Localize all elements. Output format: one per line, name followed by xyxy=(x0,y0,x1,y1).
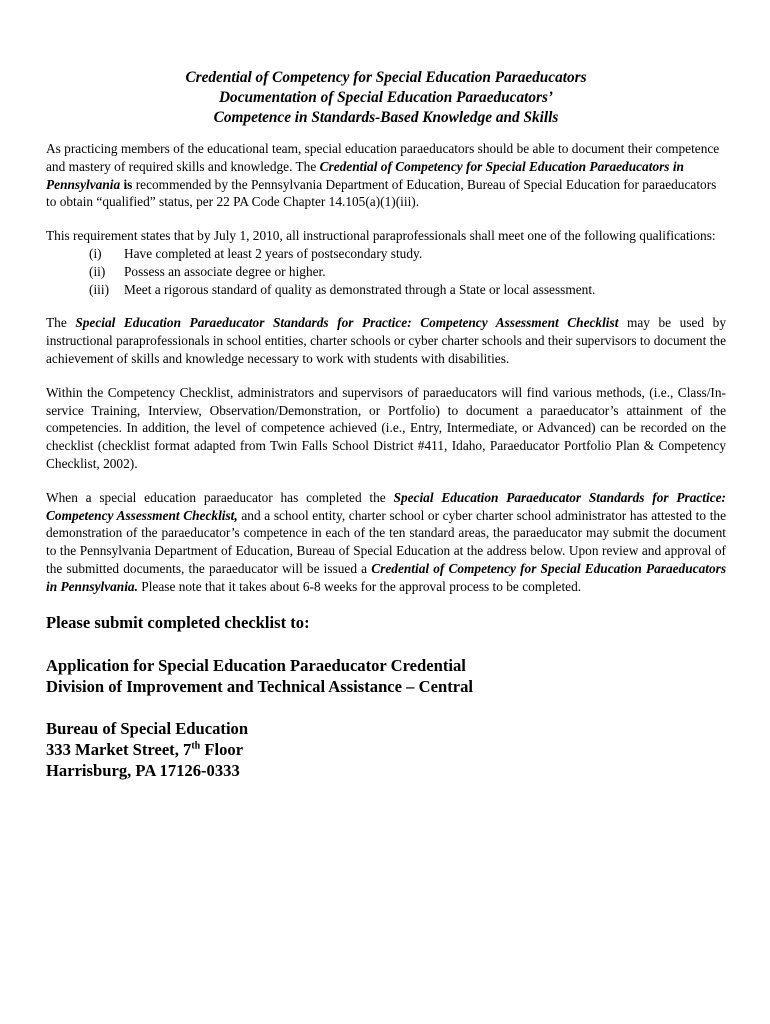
application-line: Application for Special Education Paraeducator Credential xyxy=(46,655,466,675)
application-address-block xyxy=(46,655,726,697)
title-line-2: Documentation of Special Education Paraeducators’ xyxy=(219,89,553,106)
checklist-name-emphasis: Special Education Paraeducator Standards for Practice: Competency Assessment Checklist xyxy=(75,315,619,331)
submit-heading: Please submit completed checklist to: xyxy=(46,612,310,632)
qualification-number: (i) xyxy=(89,245,102,261)
qualification-item xyxy=(89,281,726,299)
document-body xyxy=(46,68,726,781)
ordinal-suffix: th xyxy=(191,740,201,751)
street-text: 333 Market Street, 7 xyxy=(46,739,192,759)
checklist-text-end: may be used by instructional paraprofessionals in school entities, charter schools or cyber charter schools and their supervisors to document the achievement of skills and knowledge necessary to work with students with disabilities. xyxy=(46,315,727,366)
bureau-line: Bureau of Special Education xyxy=(46,718,249,738)
qualification-item xyxy=(89,245,726,263)
qualification-text: Meet a rigorous standard of quality as demonstrated through a State or local assessment. xyxy=(124,281,596,297)
credential-name-emphasis: Credential of Competency for Special Education Paraeducators in Pennsylvania xyxy=(46,158,684,192)
city-line: Harrisburg, PA 17126-0333 xyxy=(46,760,240,780)
qualification-list xyxy=(46,245,726,298)
submission-text-end: Please note that it takes about 6-8 weeks for the approval process to be completed. xyxy=(137,578,582,594)
division-line: Division of Improvement and Technical Assistance – Central xyxy=(46,676,474,696)
submission-paragraph xyxy=(46,489,726,596)
intro-is-bold: is xyxy=(120,176,133,192)
requirement-text: This requirement states that by July 1, 2010, all instructional paraprofessionals shall meet one of the following qualifications: xyxy=(46,228,716,244)
qualification-item xyxy=(89,263,726,281)
intro-text-end: recommended by the Pennsylvania Department of Education, Bureau of Special Education for paraeducators to obtain “qualified” status, per 22 PA Code Chapter 14.105(a)(1)(iii). xyxy=(46,176,717,210)
qualification-text: Possess an associate degree or higher. xyxy=(124,263,326,279)
document-title xyxy=(46,68,726,128)
submission-text-middle: and a school entity, charter school or cyber charter school administrator has attested to the demonstration of the paraeducator’s competence in each of the ten standard areas, the paraeducator may submit the document to the Pennsylvania Department of Education, Bureau of Special Education at the address below. Upon review and approval of the submitted documents, the paraeducator will be issued a xyxy=(46,507,726,576)
intro-paragraph xyxy=(46,140,726,211)
intro-text-start: As practicing members of the educational team, special education paraeducators should be able to document their competence and mastery of required skills and knowledge. The xyxy=(46,141,720,174)
requirement-paragraph xyxy=(46,227,726,298)
qualification-number: (iii) xyxy=(89,281,110,297)
checklist-name-emphasis-2: Special Education Paraeducator Standards for Practice: Competency Assessment Checklist, xyxy=(46,489,727,523)
title-line-3: Competence in Standards-Based Knowledge and Skills xyxy=(213,109,559,126)
title-line-1: Credential of Competency for Special Education Paraeducators xyxy=(185,69,587,86)
methods-paragraph: Within the Competency Checklist, administrators and supervisors of paraeducators will find various methods, (i.e., Class/In-service Training, Interview, Observation/Demonstration, or Portfolio) to document a paraeducator’s attainment of the competencies. In addition, the level of competence achieved (i.e., Entry, Intermediate, or Advanced) can be recorded on the checklist (checklist format adapted from Twin Falls School District #411, Idaho, Paraeducator Portfolio Plan & Competency Checklist, 2002). xyxy=(46,384,726,471)
checklist-text-start: The xyxy=(46,315,76,331)
floor-text: Floor xyxy=(200,739,244,759)
qualification-number: (ii) xyxy=(89,263,106,279)
qualification-text: Have completed at least 2 years of postsecondary study. xyxy=(124,245,423,261)
street-line xyxy=(46,739,726,760)
credential-name-emphasis-2: Credential of Competency for Special Education Paraeducators in Pennsylvania. xyxy=(46,560,727,594)
checklist-paragraph xyxy=(46,314,726,367)
mailing-address-block xyxy=(46,718,726,781)
submission-text-start: When a special education paraeducator has completed the xyxy=(46,489,394,505)
